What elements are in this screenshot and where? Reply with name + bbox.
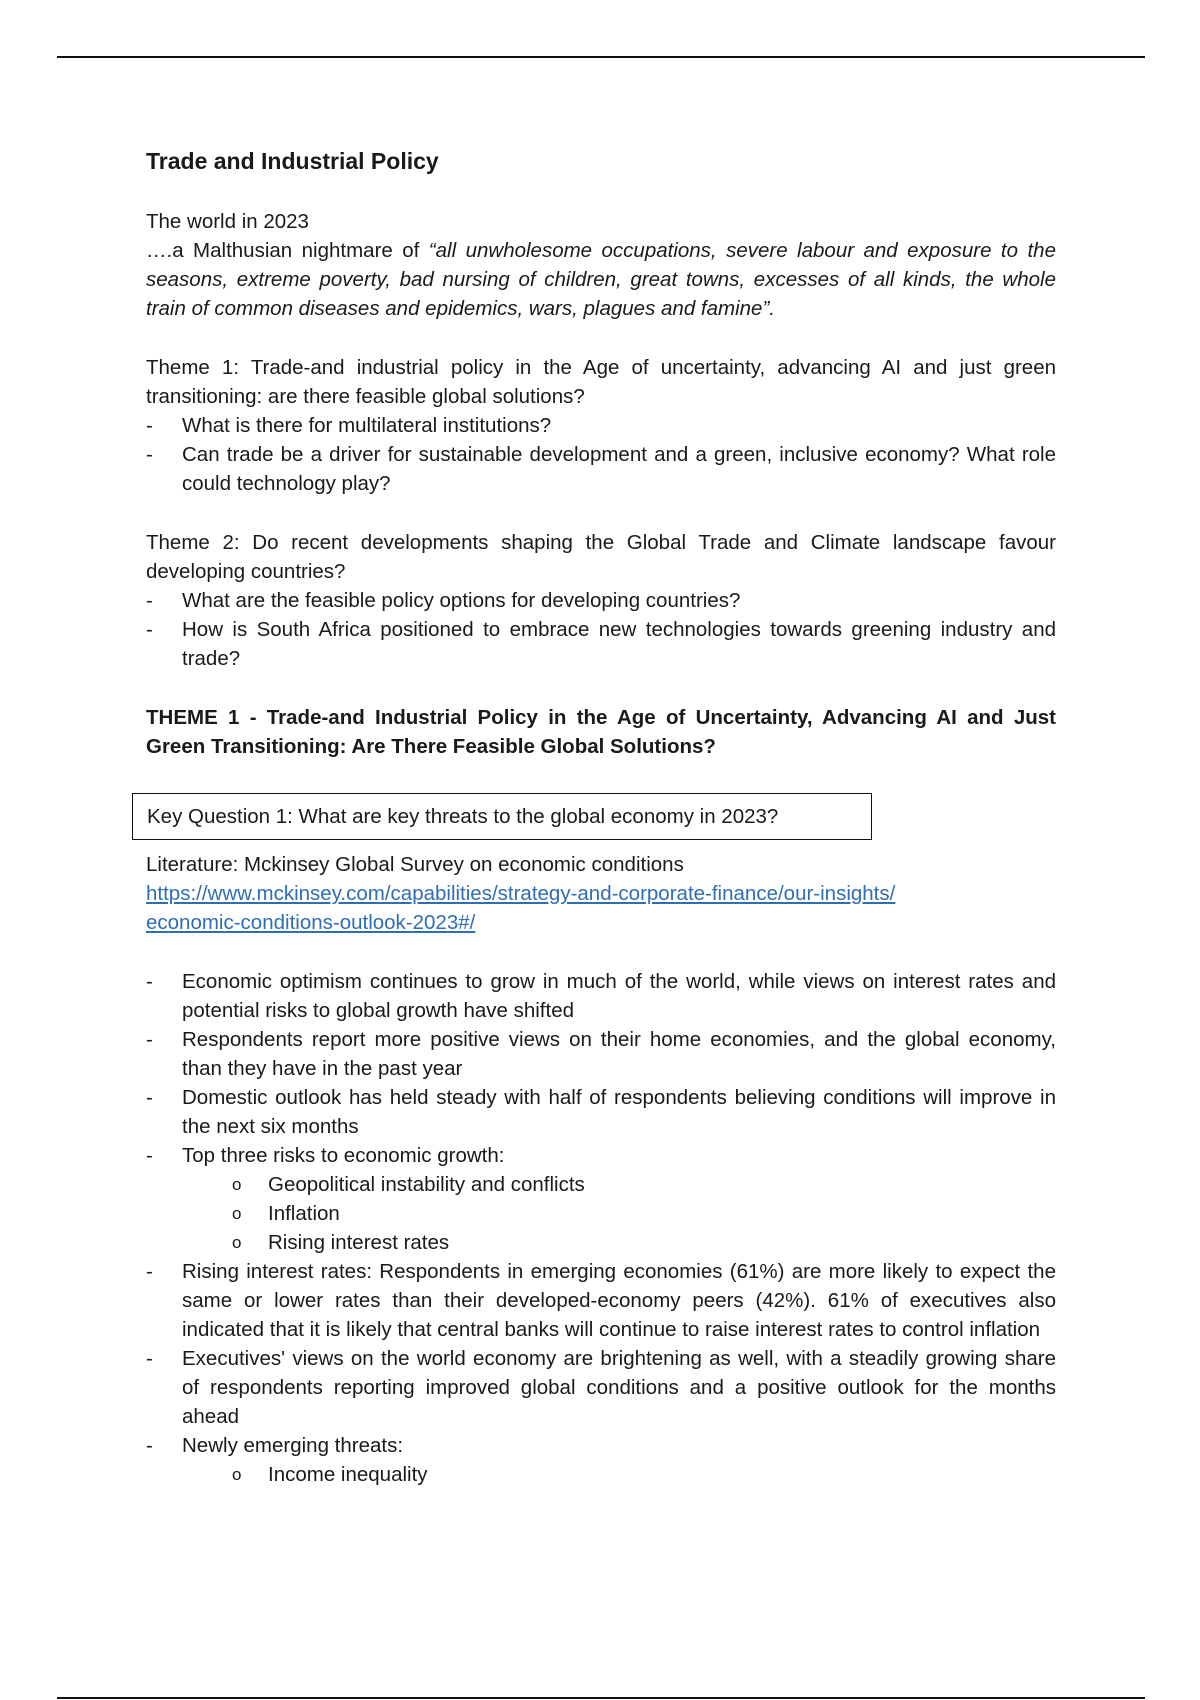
list-item: - Top three risks to economic growth: [146, 1141, 1056, 1170]
list-item: o Income inequality [146, 1460, 1056, 1489]
mckinsey-link-line2[interactable]: economic-conditions-outlook-2023#/ [146, 911, 476, 934]
list-item: o Geopolitical instability and conflicts [146, 1170, 1056, 1199]
threats-sublist [146, 1460, 1056, 1489]
list-item: - What are the feasible policy options for developing countries? [146, 586, 1056, 615]
list-item: o Inflation [146, 1199, 1056, 1228]
dash-marker: - [146, 1347, 153, 1370]
dash-marker: - [146, 443, 153, 466]
dash-marker: - [146, 1434, 153, 1457]
mckinsey-link-line1[interactable]: https://www.mckinsey.com/capabilities/strategy-and-corporate-finance/our-insights/ [146, 882, 896, 905]
document-title: Trade and Industrial Policy [146, 148, 439, 174]
circle-bullet-icon: o [232, 1204, 242, 1223]
list-item: - Can trade be a driver for sustainable development and a green, inclusive economy? What role could technology play? [146, 440, 1056, 498]
circle-bullet-icon: o [232, 1175, 242, 1194]
theme2-list [146, 586, 1056, 673]
list-item: - Economic optimism continues to grow in much of the world, while views on interest rates and potential risks to global growth have shifted [146, 967, 1056, 1025]
dash-marker: - [146, 970, 153, 993]
literature-label: Literature: Mckinsey Global Survey on economic conditions [146, 853, 684, 876]
key-question-text: Key Question 1: What are key threats to the global economy in 2023? [147, 805, 779, 828]
dash-marker: - [146, 1028, 153, 1051]
findings-list [146, 967, 1056, 1170]
dash-marker: - [146, 1144, 153, 1167]
list-item: - Domestic outlook has held steady with half of respondents believing conditions will improve in the next six months [146, 1083, 1056, 1141]
list-item: - Newly emerging threats: [146, 1431, 1056, 1460]
header-rule [57, 56, 1145, 58]
literature-link[interactable] [146, 879, 1056, 937]
malthus-quote: “all unwholesome occupations, severe labour and exposure to the seasons, extreme poverty, bad nursing of children, great towns, excesses of all kinds, the whole train of common diseases and epidemics, wars, plagues and famine”. [146, 239, 1056, 320]
dash-marker: - [146, 1086, 153, 1109]
circle-bullet-icon: o [232, 1233, 242, 1252]
dash-marker: - [146, 589, 153, 612]
theme1-list [146, 411, 1056, 498]
list-item: - Respondents report more positive views on their home economies, and the global economy, than they have in the past year [146, 1025, 1056, 1083]
key-question-box [132, 793, 872, 840]
document-page [146, 146, 1056, 1489]
list-item: - What is there for multilateral institutions? [146, 411, 1056, 440]
circle-bullet-icon: o [232, 1465, 242, 1484]
dash-marker: - [146, 618, 153, 641]
list-item: o Rising interest rates [146, 1228, 1056, 1257]
theme2-text: Theme 2: Do recent developments shaping the Global Trade and Climate landscape favour developing countries? [146, 531, 1056, 583]
list-item: - How is South Africa positioned to embrace new technologies towards greening industry and trade? [146, 615, 1056, 673]
theme1-text: Theme 1: Trade-and industrial policy in the Age of uncertainty, advancing AI and just green transitioning: are there feasible global solutions? [146, 356, 1056, 408]
theme1-section-heading: THEME 1 - Trade-and Industrial Policy in the Age of Uncertainty, Advancing AI and Just Green Transitioning: Are There Feasible Global Solutions? [146, 706, 1056, 758]
intro-heading: The world in 2023 [146, 210, 309, 233]
intro-paragraph [146, 236, 1056, 323]
footer-rule [57, 1697, 1145, 1699]
findings-list-continued [146, 1257, 1056, 1460]
risks-sublist [146, 1170, 1056, 1257]
list-item: - Executives' views on the world economy are brightening as well, with a steadily growing share of respondents reporting improved global conditions and a positive outlook for the months ahead [146, 1344, 1056, 1431]
dash-marker: - [146, 414, 153, 437]
dash-marker: - [146, 1260, 153, 1283]
list-item: - Rising interest rates: Respondents in emerging economies (61%) are more likely to expect the same or lower rates than their developed-economy peers (42%). 61% of executives also indicated that it is likely that central banks will continue to raise interest rates to control inflation [146, 1257, 1056, 1344]
intro-prefix: ….a Malthusian nightmare of [146, 239, 429, 262]
